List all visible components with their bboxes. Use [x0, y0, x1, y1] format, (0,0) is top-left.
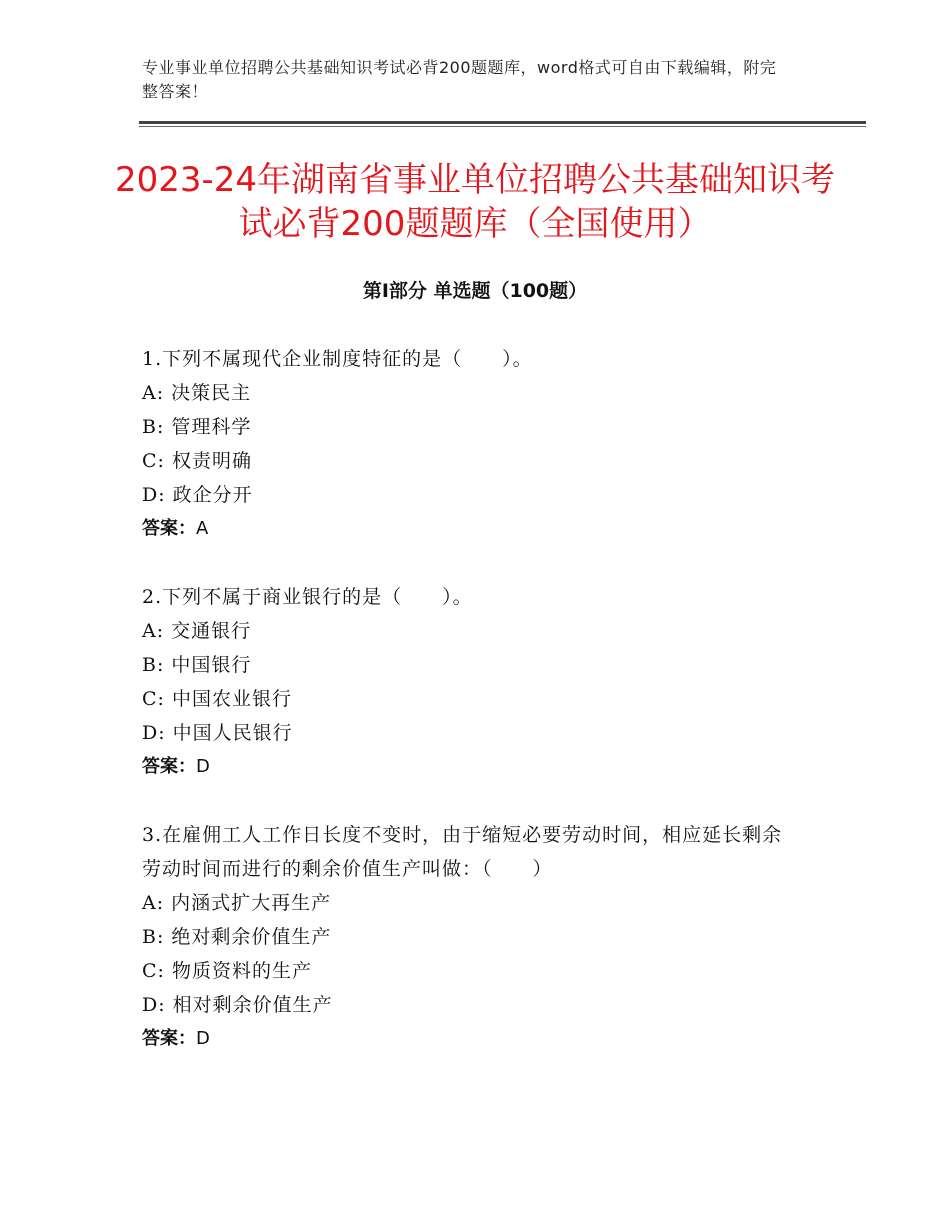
- header-note: 专业事业单位招聘公共基础知识考试必背200题题库，word格式可自由下载编辑，附完整答案！: [142, 58, 777, 101]
- section-heading: 第Ⅰ部分 单选题（100题）: [362, 280, 588, 302]
- answer-line: [142, 750, 802, 784]
- question-stem: 2.下列不属于商业银行的是（ ）。: [142, 586, 473, 608]
- option-a: A: 内涵式扩大再生产: [142, 892, 332, 914]
- question-2: [142, 580, 802, 784]
- option-b: B: 绝对剩余价值生产: [142, 926, 332, 948]
- option-b: B: 中国银行: [142, 654, 252, 676]
- question-stem: 1.下列不属现代企业制度特征的是（ ）。: [142, 348, 533, 370]
- option-a: A: 决策民主: [142, 382, 252, 404]
- document-title: 2023-24年湖南省事业单位招聘公共基础知识考试必背200题题库（全国使用）: [114, 160, 836, 244]
- answer-value: A: [196, 518, 209, 539]
- answer-label: 答案：: [142, 518, 196, 539]
- option-b: B: 管理科学: [142, 416, 252, 438]
- option-d: D: 相对剩余价值生产: [142, 994, 333, 1016]
- header-rule-thin: [139, 126, 866, 127]
- answer-label: 答案：: [142, 756, 196, 777]
- option-c: C: 权责明确: [142, 450, 252, 472]
- option-d: D: 政企分开: [142, 484, 253, 506]
- answer-value: D: [196, 1028, 210, 1049]
- question-stem: 3.在雇佣工人工作日长度不变时，由于缩短必要劳动时间，相应延长剩余劳动时间而进行的剩余价值生产叫做：（ ）: [142, 824, 783, 880]
- option-c: C: 物质资料的生产: [142, 960, 312, 982]
- answer-value: D: [196, 756, 210, 777]
- option-d: D: 中国人民银行: [142, 722, 293, 744]
- question-1: [142, 342, 802, 546]
- header-rule-thick: [139, 121, 866, 124]
- answer-line: [142, 1022, 802, 1056]
- answer-label: 答案：: [142, 1028, 196, 1049]
- option-c: C: 中国农业银行: [142, 688, 292, 710]
- answer-line: [142, 512, 802, 546]
- question-3: [142, 818, 802, 1056]
- option-a: A: 交通银行: [142, 620, 252, 642]
